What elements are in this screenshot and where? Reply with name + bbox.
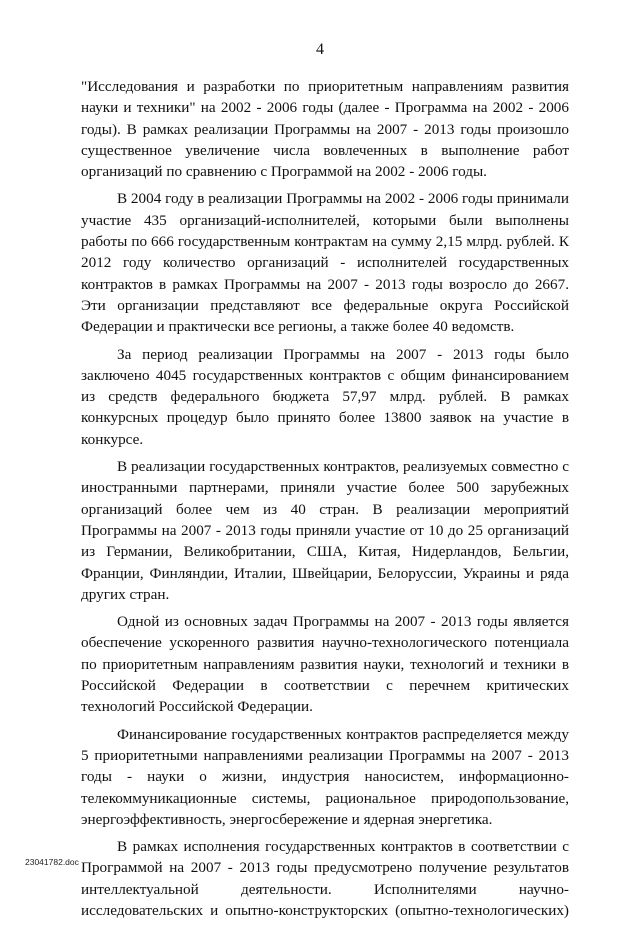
paragraph-continuation: "Исследования и разработки по приоритетным направлениям развития науки и техники" на 2002 - 2006 годы (далее - Программа на 2002 - 2006 годы). В рамках реализации Программы на 2007 - 2013 годы произошло существенное увеличение числа вовлеченных в выполнение работ организаций по сравнению с Программой на 2002 - 2006 годы. <box>81 78 569 181</box>
document-body <box>81 76 569 927</box>
paragraph-intellectual-results: В рамках исполнения государственных контрактов в соответствии с Программой на 2007 - 2013 годы предусмотрено получение результатов интеллектуальной деятельности. Исполнителями научно-исследовательских и опытно-конструкторских (опытно-технологических) <box>81 838 569 919</box>
page-number: 4 <box>316 41 324 58</box>
footer-file-name: 23041782.doc <box>25 857 79 867</box>
paragraph-main-objective: Одной из основных задач Программы на 2007 - 2013 годы является обеспечение ускоренного развития научно-технологического потенциала по приоритетным направлениям развития науки, технологий и техники в Российской Федерации в соответствии с перечнем критических технологий Российской Федерации. <box>81 613 569 716</box>
paragraph-contracts-financing: За период реализации Программы на 2007 - 2013 годы было заключено 4045 государственных контрактов с общим финансированием из средств федерального бюджета 57,97 млрд. рублей. В рамках конкурсных процедур было принято более 13800 заявок на участие в конкурсе. <box>81 345 569 448</box>
paragraph-participants-2004: В 2004 году в реализации Программы на 2002 - 2006 годы принимали участие 435 организаций-исполнителей, которыми были выполнены работы по 666 государственным контрактам на сумму 2,15 млрд. рублей. К 2012 году количество организаций - исполнителей государственных контрактов в рамках Программы на 2007 - 2013 годы возросло до 2667. Эти организации представляют все федеральные округа Российской Федерации и практически все регионы, а также более 40 ведомств. <box>81 190 569 336</box>
paragraph-financing-directions: Финансирование государственных контрактов распределяется между 5 приоритетными направлениями реализации Программы на 2007 - 2013 годы - науки о жизни, индустрия наносистем, информационно-телекоммуникационные системы, рациональное природопользование, энергоэффективность, энергосбережение и ядерная энергетика. <box>81 725 569 828</box>
paragraph-foreign-partners: В реализации государственных контрактов, реализуемых совместно с иностранными партнерами, приняли участие более 500 зарубежных организаций более чем из 40 стран. В реализации мероприятий Программы на 2007 - 2013 годы приняли участие от 10 до 25 организаций из Германии, Великобритании, США, Китая, Нидерландов, Бельгии, Франции, Финляндии, Италии, Швейцарии, Белоруссии, Украины и ряда других стран. <box>81 458 569 603</box>
